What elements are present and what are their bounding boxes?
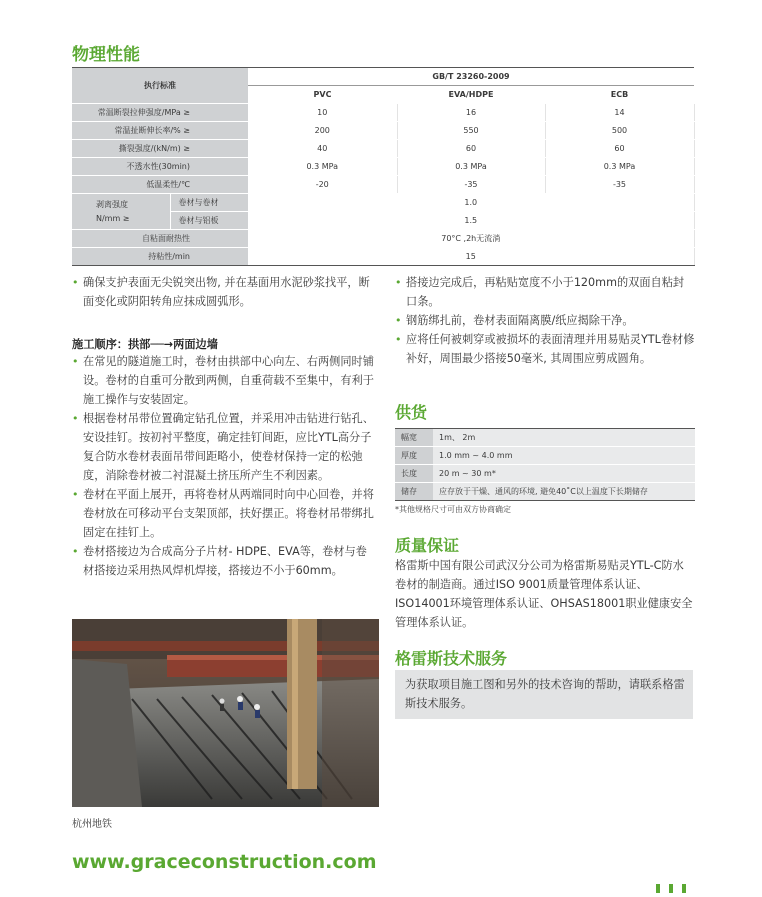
row-label: 低温柔性/℃ (72, 176, 248, 194)
peel-label-line2: N/mm ≥ (96, 213, 130, 223)
list-item (72, 409, 377, 485)
bullet-icon: • (72, 545, 79, 558)
list-item (395, 311, 695, 330)
col-header-eva-hdpe: EVA/HDPE (397, 86, 545, 104)
peel-label-line1: 剥离强度 (96, 199, 128, 209)
list-item (72, 485, 377, 542)
cell: 1.5 (248, 212, 694, 230)
table-row (72, 122, 694, 140)
list-item-text: 应将任何被刺穿或被损坏的表面清理并用易贴灵YTL卷材修补好，周围最少搭接50毫米, 其周围应剪成圆角。 (406, 333, 695, 365)
list-item-text: 卷材搭接边为合成高分子片材- HDPE、EVA等，卷材与卷材搭接边采用热风焊机焊接，搭接边不小于60mm。 (83, 545, 367, 577)
cell: 500 (545, 122, 694, 140)
table-row (395, 447, 695, 465)
decorative-bars (656, 878, 695, 897)
supply-value: 1m、 2m (433, 429, 695, 447)
cell: 0.3 MPa (397, 158, 545, 176)
table-row (72, 230, 694, 248)
cell: 16 (397, 104, 545, 122)
cell: 200 (248, 122, 397, 140)
bullet-icon: • (72, 276, 79, 289)
table-row (395, 465, 695, 483)
list-item-text: 钢筋绑扎前，卷材表面隔离膜/纸应揭除干净。 (406, 314, 634, 327)
table-row (72, 194, 694, 212)
table-row (72, 104, 694, 122)
supply-value: 应存放于干燥、通风的环境, 避免40˚C以上温度下长期储存 (433, 483, 695, 501)
supply-footnote: *其他规格尺寸可由双方协商确定 (395, 505, 511, 514)
list-item (72, 542, 377, 580)
list-item (395, 330, 695, 368)
cell: 550 (397, 122, 545, 140)
list-item-text: 卷材在平面上展开，再将卷材从两端同时向中心回卷，并将卷材放在可移动平台支架顶部，扶好摆正。将卷材吊带绑扎固定在挂钉上。 (83, 488, 374, 539)
base-prep-bullets (72, 273, 377, 311)
col-header-ecb: ECB (545, 86, 694, 104)
list-item-text: 根据卷材吊带位置确定钻孔位置，并采用冲击钻进行钻孔、安设挂钉。按初衬平整度，确定挂钉间距，应比YTL高分子复合防水卷材表面吊带间距略小，使卷材保持一定的松弛度，消除卷材被二衬混凝土挤压所产生不利因素。 (83, 412, 374, 482)
row-label: 卷材与铝板 (170, 212, 248, 230)
service-box (395, 670, 693, 719)
table-row (395, 429, 695, 447)
row-label: 常温扯断伸长率/% ≥ (72, 122, 248, 140)
supply-key: 长度 (395, 465, 433, 483)
website-url[interactable]: www.graceconstruction.com (72, 851, 377, 873)
standard-label: 执行标准 (72, 68, 248, 104)
supply-key: 幅宽 (395, 429, 433, 447)
cell: -20 (248, 176, 397, 194)
finishing-bullets (395, 273, 695, 368)
cell: -35 (397, 176, 545, 194)
row-label: 常温断裂拉伸强度/MPa ≥ (72, 104, 248, 122)
standard-row (72, 68, 694, 86)
standard-value: GB/T 23260-2009 (248, 68, 694, 86)
peel-strength-label (72, 194, 170, 230)
cell: 0.3 MPa (545, 158, 694, 176)
installation-bullets (72, 352, 377, 580)
cell: 1.0 (248, 194, 694, 212)
table-row (72, 248, 694, 266)
section-title-physical-properties: 物理性能 (72, 45, 140, 65)
row-label: 撕裂强度/(kN/m) ≥ (72, 140, 248, 158)
supply-key: 储存 (395, 483, 433, 501)
tunnel-construction-photo (72, 619, 379, 807)
cell: 0.3 MPa (248, 158, 397, 176)
row-label: 自粘面耐热性 (72, 230, 248, 248)
cell: 15 (248, 248, 694, 266)
table-row (395, 483, 695, 501)
supply-table (395, 428, 695, 501)
cell: 60 (397, 140, 545, 158)
cell: 60 (545, 140, 694, 158)
table-row (72, 158, 694, 176)
cell: 70°C ,2h无流淌 (248, 230, 694, 248)
bullet-icon: • (395, 276, 402, 289)
row-label: 卷材与卷材 (170, 194, 248, 212)
list-item-text: 搭接边完成后，再粘贴宽度不小于120mm的双面自粘封口条。 (406, 276, 685, 308)
service-paragraph: 为获取项目施工图和另外的技术咨询的帮助，请联系格雷斯技术服务。 (405, 678, 685, 710)
section-title-service: 格雷斯技术服务 (395, 649, 508, 668)
bullet-icon: • (395, 333, 402, 346)
list-item (72, 352, 377, 409)
supply-value: 1.0 mm ~ 4.0 mm (433, 447, 695, 465)
list-item-text: 在常见的隧道施工时，卷材由拱部中心向左、右两侧同时铺设。卷材的自重可分散到两侧，自重荷载不至集中，有利于施工操作与安装固定。 (83, 355, 374, 406)
bullet-icon: • (395, 314, 402, 327)
cell: 14 (545, 104, 694, 122)
bullet-icon: • (72, 488, 79, 501)
bullet-icon: • (72, 412, 79, 425)
cell: -35 (545, 176, 694, 194)
table-row (72, 140, 694, 158)
row-label: 持粘性/min (72, 248, 248, 266)
list-item (72, 273, 377, 311)
bullet-icon: • (72, 355, 79, 368)
sequence-title: 施工顺序：拱部──→两面边墙 (72, 338, 218, 351)
supply-key: 厚度 (395, 447, 433, 465)
quality-paragraph: 格雷斯中国有限公司武汉分公司为格雷斯易贴灵YTL-C防水卷材的制造商。通过ISO 9001质量管理体系认证、ISO14001环境管理体系认证、OHSAS18001职业健康安全管理体系认证。 (395, 559, 693, 629)
supply-value: 20 m ~ 30 m* (433, 465, 695, 483)
physical-properties-table (72, 67, 695, 266)
col-header-pvc: PVC (248, 86, 397, 104)
row-label: 不透水性(30min) (72, 158, 248, 176)
photo-caption: 杭州地铁 (72, 819, 112, 830)
section-title-quality: 质量保证 (395, 536, 460, 555)
table-row (72, 176, 694, 194)
section-title-supply: 供货 (395, 403, 428, 422)
list-item-text: 确保支护表面无尖锐突出物, 并在基面用水泥砂浆找平，断面变化或阴阳转角应抹成圆弧形。 (83, 276, 370, 308)
cell: 40 (248, 140, 397, 158)
cell: 10 (248, 104, 397, 122)
list-item (395, 273, 695, 311)
